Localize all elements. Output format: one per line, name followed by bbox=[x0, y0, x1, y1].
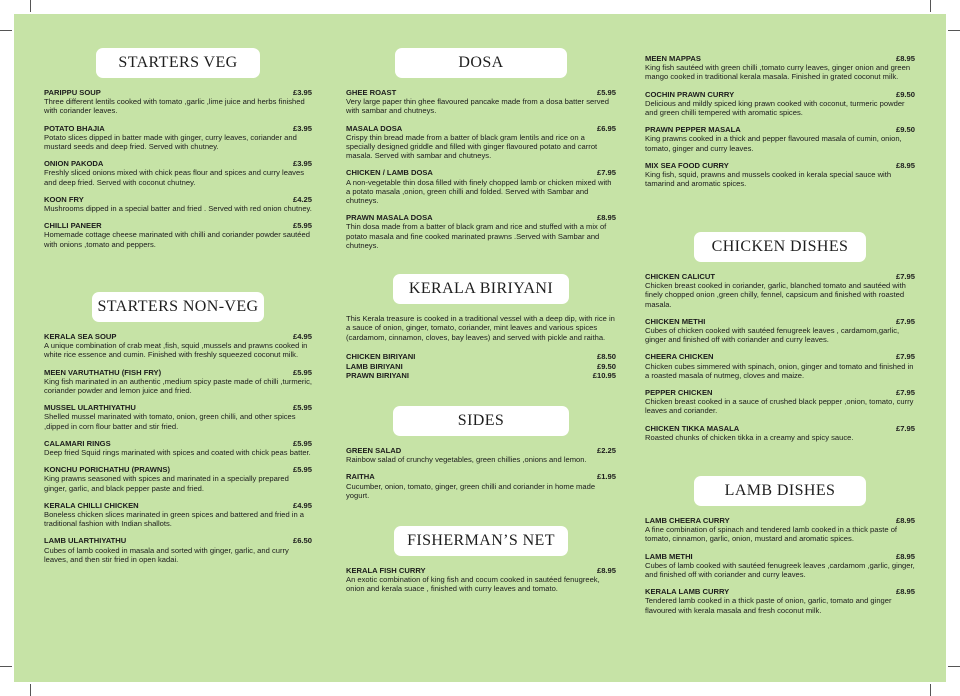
section-heading: FISHERMAN’S NET bbox=[394, 526, 568, 556]
item-name: KERALA LAMB CURRY bbox=[645, 587, 730, 597]
menu-item bbox=[346, 88, 616, 116]
item-price: £4.95 bbox=[292, 332, 312, 341]
item-description: King fish, squid, prawns and mussels cooked in kerala special sauce with tamarind and aromatic spices. bbox=[645, 170, 892, 189]
item-name: KOON FRY bbox=[44, 194, 84, 204]
item-description: Cubes of lamb cooked with sautéed fenugreek leaves ,cardamom ,garlic, ginger, and finished off with coriander and curry leaves. bbox=[645, 560, 915, 580]
item-name: CHICKEN METHI bbox=[645, 316, 706, 326]
item-price: £5.95 bbox=[292, 438, 312, 448]
crop-mark bbox=[930, 684, 931, 696]
menu-item bbox=[645, 352, 915, 380]
item-description: Chicken breast cooked in coriander, garlic, blanched tomato and sautéed with finely chopped onion ,green chilly, fennel, capsicum and finished with roasted masala. bbox=[645, 281, 906, 309]
item-name: LAMB METHI bbox=[645, 551, 693, 561]
menu-item bbox=[645, 90, 915, 118]
item-name: PRAWN BIRIYANI bbox=[346, 371, 410, 381]
item-price: £1.95 bbox=[596, 472, 616, 482]
section-heading: STARTERS VEG bbox=[96, 48, 260, 78]
item-name: CALAMARI RINGS bbox=[44, 438, 111, 448]
item-description: King fish sautéed with green chilli ,tomato curry leaves, ginger onion and green mango cooked in traditional kerala masala. Finished in grated coconut milk. bbox=[645, 63, 911, 82]
item-price: £7.95 bbox=[895, 272, 915, 281]
menu-item bbox=[44, 501, 312, 529]
item-description: Thin dosa made from a batter of black gram and rice and stuffed with a mix of potato masala and fine cooked marinated prawns .Served with Sambar and chutneys. bbox=[346, 222, 607, 250]
item-name: PRAWN MASALA DOSA bbox=[346, 213, 433, 223]
item-price: £8.50 bbox=[596, 352, 616, 362]
menu-item bbox=[645, 587, 915, 615]
crop-mark bbox=[30, 684, 31, 696]
item-price: £5.95 bbox=[292, 465, 312, 475]
menu-item bbox=[44, 195, 312, 213]
item-price: £7.95 bbox=[895, 316, 915, 326]
menu-item bbox=[44, 536, 312, 564]
item-description: Crispy thin bread made from a batter of black gram lentils and rice on a specially designed griddle and filled with ginger flavoured potato and carrot masala. Served with sambar and chutneys. bbox=[346, 132, 598, 161]
menu-item bbox=[44, 368, 312, 396]
menu-item bbox=[346, 352, 616, 361]
item-price: £9.50 bbox=[596, 361, 616, 371]
item-price: £10.95 bbox=[592, 371, 616, 381]
item-price: £8.95 bbox=[895, 587, 915, 597]
item-description: Freshly sliced onions mixed with chick peas flour and spices and curry leaves and deep fried. Served with coconut chutney. bbox=[44, 168, 304, 187]
item-description: A non-vegetable thin dosa filled with finely chopped lamb or chicken mixed with a potato masala ,onion, green chilli and folded. Served with Sambar and chutneys. bbox=[346, 177, 612, 206]
menu-item bbox=[346, 371, 616, 380]
item-price: £6.50 bbox=[292, 536, 312, 546]
section-heading: STARTERS NON-VEG bbox=[92, 292, 264, 322]
menu-item bbox=[44, 403, 312, 431]
item-price: £7.95 bbox=[895, 423, 915, 433]
item-description: Cubes of lamb cooked in masala and sorted with ginger, garlic, and curry leaves, and then stir fried in open kadai. bbox=[44, 545, 289, 564]
item-description: Rainbow salad of crunchy vegetables, green chillies ,onions and lemon. bbox=[346, 455, 587, 465]
section-heading: DOSA bbox=[395, 48, 567, 78]
item-name: MIX SEA FOOD CURRY bbox=[645, 160, 729, 170]
section-heading: LAMB DISHES bbox=[694, 476, 866, 506]
menu-item bbox=[44, 221, 312, 249]
item-price: £7.95 bbox=[895, 388, 915, 398]
menu-item bbox=[346, 124, 616, 161]
item-description: Roasted chunks of chicken tikka in a creamy and spicy sauce. bbox=[645, 432, 854, 442]
item-name: KERALA CHILLI CHICKEN bbox=[44, 500, 139, 510]
item-price: £5.95 bbox=[292, 403, 312, 413]
section-dosa bbox=[346, 48, 616, 258]
section-heading: SIDES bbox=[393, 406, 569, 436]
item-name: COCHIN PRAWN CURRY bbox=[645, 89, 735, 99]
item-description: An exotic combination of king fish and cocum cooked in sautéed fenugreek, onion and kerala suace , finished with curry leaves and tomato. bbox=[346, 575, 600, 594]
item-price: £5.95 bbox=[292, 367, 312, 377]
item-name: GHEE ROAST bbox=[346, 88, 397, 97]
item-price: £5.95 bbox=[292, 221, 312, 231]
menu-item bbox=[645, 161, 915, 189]
item-price: £7.95 bbox=[596, 168, 616, 178]
item-name: CHICKEN BIRIYANI bbox=[346, 352, 416, 362]
item-name: KONCHU PORICHATHU (PRAWNS) bbox=[44, 465, 170, 475]
menu-item bbox=[346, 213, 616, 250]
item-description: Potato slices dipped in batter made with ginger, curry leaves, coriander and mustard seeds and deep fried. Served with chutney. bbox=[44, 132, 297, 152]
item-name: PEPPER CHICKEN bbox=[645, 388, 713, 398]
item-name: LAMB CHEERA CURRY bbox=[645, 516, 730, 525]
item-price: £3.95 bbox=[292, 123, 312, 133]
section-lamb-dishes bbox=[645, 476, 915, 623]
item-name: PARIPPU SOUP bbox=[44, 88, 101, 97]
menu-item bbox=[645, 317, 915, 345]
item-price: £3.95 bbox=[292, 159, 312, 169]
menu-item bbox=[645, 424, 915, 442]
item-price: £8.95 bbox=[895, 516, 915, 525]
item-price: £7.95 bbox=[895, 352, 915, 362]
section-starters-non-veg bbox=[44, 292, 312, 572]
menu-item bbox=[645, 516, 915, 544]
item-description: Mushrooms dipped in a special batter and fried . Served with red onion chutney. bbox=[44, 204, 312, 214]
item-name: MEEN MAPPAS bbox=[645, 54, 701, 63]
item-description: Boneless chicken slices marinated in green spices and battered and fried in a traditional fashion with Indian shallots. bbox=[44, 510, 305, 529]
item-name: CHICKEN CALICUT bbox=[645, 272, 716, 281]
crop-mark bbox=[948, 666, 960, 667]
item-description: King fish marinated in an authentic ,medium spicy paste made of chilli ,turmeric, coriander powder and lemon juice and fried. bbox=[44, 376, 313, 396]
item-name: LAMB BIRIYANI bbox=[346, 361, 403, 371]
menu-item bbox=[346, 566, 616, 594]
item-description: Homemade cottage cheese marinated with chilli and coriander powder sautéed with onions ,tomato and peppers. bbox=[44, 230, 310, 249]
menu-item bbox=[44, 465, 312, 493]
item-name: CHILLI PANEER bbox=[44, 221, 102, 231]
crop-mark bbox=[948, 30, 960, 31]
item-description: Shelled mussel marinated with tomato, onion, green chilli, and other spices ,dipped in corn flour batter and stir fried. bbox=[44, 412, 296, 431]
item-name: MEEN VARUTHATHU (FISH FRY) bbox=[44, 367, 162, 377]
item-name: ONION PAKODA bbox=[44, 159, 104, 169]
item-price: £8.95 bbox=[895, 54, 915, 63]
item-price: £9.50 bbox=[895, 125, 915, 135]
item-description: Chicken cubes simmered with spinach, onion, ginger and tomato and finished in a roasted masala of nutmeg, cloves and maize. bbox=[645, 361, 914, 380]
menu-item bbox=[44, 439, 312, 457]
item-price: £2.25 bbox=[596, 446, 616, 455]
menu-item bbox=[645, 552, 915, 580]
item-description: Cubes of chicken cooked with sautéed fenugreek leaves , cardamom,garlic, ginger and finished off with coriander and curry leaves. bbox=[645, 326, 900, 345]
section-starters-veg bbox=[44, 48, 312, 257]
item-description: Three different lentils cooked with tomato ,garlic ,lime juice and herbs finished with coriander leaves. bbox=[44, 97, 305, 116]
item-description: Delicious and mildly spiced king prawn cooked with coconut, turmeric powder and green chilli tempered with aromatic spices. bbox=[645, 98, 905, 118]
item-name: KERALA SEA SOUP bbox=[44, 332, 117, 341]
crop-mark bbox=[30, 0, 31, 12]
item-description: Very large paper thin ghee flavoured pancake made from a dosa batter served with sambar and chutneys. bbox=[346, 97, 609, 116]
item-name: GREEN SALAD bbox=[346, 446, 402, 455]
menu-item bbox=[346, 472, 616, 500]
crop-mark bbox=[0, 666, 12, 667]
section-heading: KERALA BIRIYANI bbox=[393, 274, 569, 304]
item-price: £8.95 bbox=[895, 551, 915, 561]
menu-item bbox=[346, 362, 616, 371]
menu-item bbox=[645, 388, 915, 416]
item-description: Chicken breast cooked in a sauce of crushed black pepper ,onion, tomato, curry leaves and coriander. bbox=[645, 397, 914, 416]
section-chicken-dishes bbox=[645, 232, 915, 450]
item-name: MUSSEL ULARTHIYATHU bbox=[44, 403, 136, 413]
item-name: POTATO BHAJIA bbox=[44, 123, 105, 133]
item-name: RAITHA bbox=[346, 472, 375, 482]
item-description: A fine combination of spinach and tendered lamb cooked in a thick paste of tomato, cinnamon, garlic, onion, mustard and aromatic spices. bbox=[645, 525, 898, 544]
item-name: CHICKEN / LAMB DOSA bbox=[346, 168, 433, 178]
item-name: KERALA FISH CURRY bbox=[346, 566, 426, 575]
item-price: £5.95 bbox=[596, 88, 616, 97]
item-price: £8.95 bbox=[596, 213, 616, 223]
menu-item bbox=[645, 125, 915, 153]
item-price: £4.25 bbox=[292, 194, 312, 204]
menu-item bbox=[44, 332, 312, 360]
crop-mark bbox=[0, 30, 12, 31]
section-seafood-continued bbox=[645, 54, 915, 196]
section-kerala-biriyani bbox=[346, 274, 616, 380]
item-name: MASALA DOSA bbox=[346, 123, 403, 133]
menu-item bbox=[44, 88, 312, 116]
item-description: King prawns seasoned with spices and marinated in a specially prepared ginger, garlic, and black pepper paste and fried. bbox=[44, 474, 289, 493]
item-name: PRAWN PEPPER MASALA bbox=[645, 125, 741, 135]
item-description: Deep fried Squid rings marinated with spices and coated with chick peas batter. bbox=[44, 448, 311, 458]
menu-item bbox=[44, 124, 312, 152]
section-fishermans-net bbox=[346, 526, 616, 602]
item-price: £8.95 bbox=[596, 566, 616, 575]
crop-mark bbox=[930, 0, 931, 12]
item-price: £6.95 bbox=[596, 123, 616, 133]
item-description: Cucumber, onion, tomato, ginger, green chilli and coriander in home made yogurt. bbox=[346, 481, 596, 500]
menu-item bbox=[645, 272, 915, 309]
menu-item bbox=[346, 168, 616, 205]
item-name: CHEERA CHICKEN bbox=[645, 352, 714, 362]
menu-item bbox=[645, 54, 915, 82]
menu-item bbox=[44, 159, 312, 187]
item-price: £3.95 bbox=[292, 88, 312, 97]
item-price: £4.95 bbox=[292, 500, 312, 510]
item-description: King prawns cooked in a thick and pepper flavoured masala of cumin, onion, tomato, ginger and curry leaves. bbox=[645, 134, 902, 153]
section-heading: CHICKEN DISHES bbox=[694, 232, 866, 262]
item-description: A unique combination of crab meat ,fish, squid ,mussels and prawns cooked in white rice essence and cumin. Finished with freshly squeezed coconut milk. bbox=[44, 341, 308, 360]
item-name: CHICKEN TIKKA MASALA bbox=[645, 423, 740, 433]
item-description: Tendered lamb cooked in a thick paste of onion, garlic, tomato and ginger flavoured with kerala masala and fresh coconut milk. bbox=[645, 596, 892, 615]
item-name: LAMB ULARTHIYATHU bbox=[44, 536, 127, 546]
menu-item bbox=[346, 446, 616, 464]
biriyani-intro: This Kerala treasure is cooked in a traditional vessel with a deep dip, with rice in a sauce of onion, ginger, tomato, coriander, mint leaves and various spices (cardamom, cinnamon, cloves, bay leaves) and served with pickle and raitha. bbox=[346, 314, 615, 342]
section-sides bbox=[346, 406, 616, 508]
item-price: £9.50 bbox=[895, 89, 915, 99]
item-price: £8.95 bbox=[895, 160, 915, 170]
